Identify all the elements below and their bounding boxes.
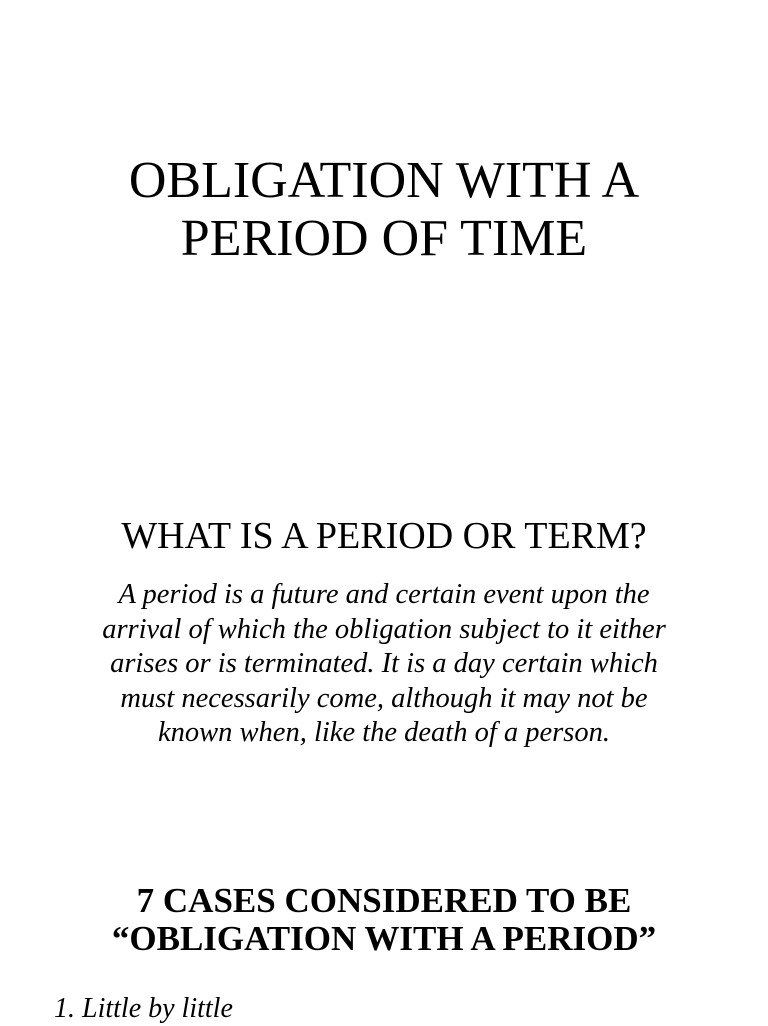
page-title-line-1: OBLIGATION WITH A: [128, 152, 640, 209]
definition-paragraph: [40, 578, 728, 751]
section-heading: WHAT IS A PERIOD OR TERM?: [121, 515, 647, 557]
definition-line: A period is a future and certain event upon the: [118, 579, 650, 610]
page-title-line-2: PERIOD OF TIME: [180, 210, 588, 267]
definition-line: must necessarily come, although it may not be: [120, 682, 648, 714]
cases-heading: [0, 882, 768, 958]
definition-line: known when, like the death of a person.: [158, 717, 610, 748]
cases-heading-line-1: 7 CASES CONSIDERED TO BE: [136, 881, 632, 920]
page-title: [0, 152, 768, 268]
cases-heading-line-2: “OBLIGATION WITH A PERIOD”: [111, 919, 657, 958]
definition-line: arises or is terminated. It is a day certain which: [110, 648, 658, 679]
list-item: 1. Little by little: [54, 993, 233, 1024]
definition-line: arrival of which the obligation subject to it either: [102, 613, 666, 645]
